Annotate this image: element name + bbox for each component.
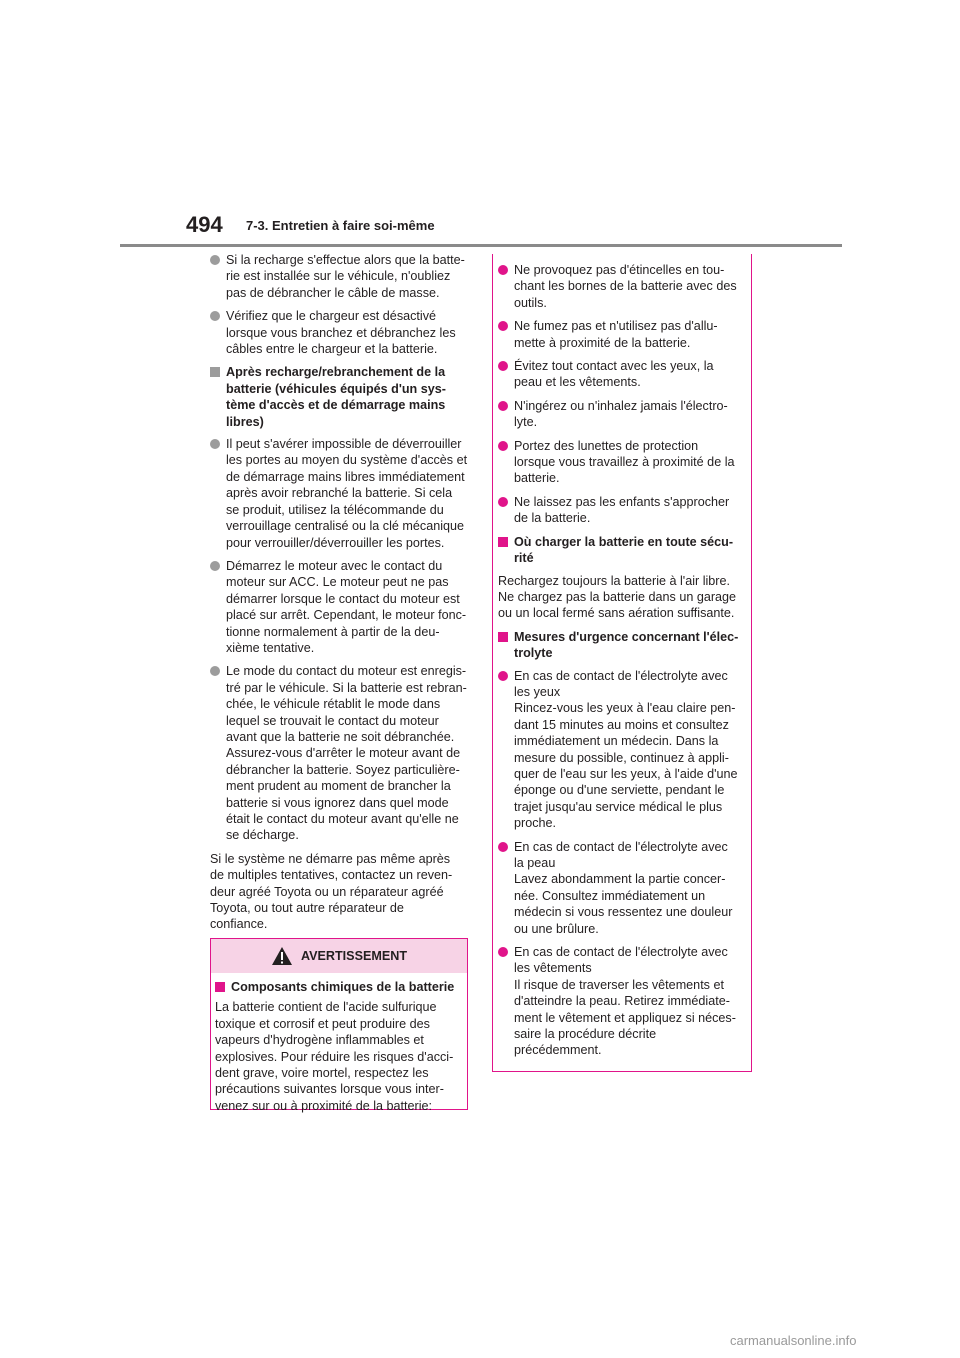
text-line: débrancher la batterie. Soyez particulière-: [226, 762, 460, 777]
bullet-dot-icon: [210, 311, 220, 321]
square-bullet-icon: [215, 982, 225, 992]
bullet-text: [514, 262, 742, 311]
text-line: d'atteindre la peau. Retirez immédiate-: [514, 994, 730, 1009]
text-line: éponge ou d'une serviette, pendant le: [514, 783, 725, 798]
subheading-text: Composants chimiques de la batterie: [231, 980, 455, 994]
subheading: [210, 364, 472, 430]
text-line: lorsque vous branchez et débranchez les: [226, 325, 456, 340]
bullet-item: [498, 318, 742, 351]
bullet-item: [498, 494, 742, 527]
text-line: Vérifiez que le chargeur est désactivé: [226, 309, 437, 324]
bullet-dot-icon: [498, 321, 508, 331]
right-column: [498, 262, 742, 1066]
bullet-item: [498, 668, 742, 832]
text-line: Rincez-vous les yeux à l'eau claire pen-: [514, 701, 736, 716]
text-line: démarrer lorsque le contact du moteur est: [226, 591, 460, 606]
text-line: mette à proximité de la batterie.: [514, 335, 691, 350]
subheading: [498, 629, 742, 662]
bullet-text: [514, 944, 742, 1059]
text-line: Lavez abondamment la partie concer-: [514, 872, 726, 887]
text-line: lequel se trouvait le contact du moteur: [226, 713, 439, 728]
section-title: 7-3. Entretien à faire soi-même: [246, 218, 435, 233]
text-line: rité: [514, 551, 534, 566]
text-line: était le contact du moteur avant qu'elle ne: [226, 812, 459, 826]
bullet-item: [498, 944, 742, 1059]
bullet-text: [226, 308, 472, 357]
text-line: ou une brûlure.: [514, 921, 599, 936]
text-line: En cas de contact de l'électrolyte avec: [514, 839, 728, 854]
text-line: Si la recharge s'effectue alors que la batte-: [226, 253, 465, 267]
square-bullet-icon: [210, 367, 220, 377]
bullet-item: [498, 358, 742, 391]
bullet-dot-icon: [498, 401, 508, 411]
subheading-text: [226, 364, 472, 430]
bullet-dot-icon: [498, 361, 508, 371]
text-line: tionne normalement à partir de la deu-: [226, 624, 440, 639]
warning-title: AVERTISSEMENT: [300, 949, 408, 963]
text-line: avant que la batterie ne soit débranchée.: [226, 729, 455, 744]
bullet-text: [226, 663, 472, 843]
text-line: toxique et corrosif et peut produire des: [215, 1016, 430, 1031]
text-line: proche.: [514, 816, 557, 831]
bullet-dot-icon: [498, 441, 508, 451]
text-line: explosives. Pour réduire les risques d'acci-: [215, 1049, 454, 1064]
bullet-text: [514, 318, 742, 351]
text-line: chant les bornes de la batterie avec des: [514, 279, 737, 294]
left-column: [210, 252, 472, 940]
bullet-text: [226, 436, 472, 551]
bullet-item: [498, 438, 742, 487]
bullet-dot-icon: [498, 497, 508, 507]
square-bullet-icon: [498, 537, 508, 547]
bullet-dot-icon: [498, 265, 508, 275]
text-line: médecin si vous ressentez une douleur: [514, 905, 733, 920]
text-line: Ne provoquez pas d'étincelles en tou-: [514, 263, 725, 277]
text-line: ou un local fermé sans aération suffisante.: [498, 606, 735, 621]
text-line: rie est installée sur le véhicule, n'oubliez: [226, 269, 451, 284]
text-line: mesure du possible, continuez à appli-: [514, 750, 729, 765]
bullet-dot-icon: [210, 666, 220, 676]
text-line: Démarrez le moteur avec le contact du: [226, 558, 443, 573]
text-line: Ne chargez pas la batterie dans un garage: [498, 589, 737, 604]
bullet-item: [210, 308, 472, 357]
text-line: Portez des lunettes de protection: [514, 438, 699, 453]
bullet-dot-icon: [210, 439, 220, 449]
text-line: de la batterie.: [514, 511, 591, 526]
bullet-text: [226, 252, 472, 301]
text-line: saire la procédure décrite: [514, 1027, 657, 1042]
text-line: précédemment.: [514, 1043, 602, 1058]
bullet-dot-icon: [210, 561, 220, 571]
warning-subheading: [215, 979, 463, 995]
page-number: 494: [186, 212, 223, 237]
subheading-text: [514, 629, 742, 662]
bullet-text: [514, 398, 742, 431]
text-line: venez sur ou à proximité de la batterie:: [215, 1098, 433, 1113]
text-line: la peau: [514, 856, 556, 870]
text-line: Il risque de traverser les vêtements et: [514, 977, 724, 992]
text-line: chée, le véhicule rétablit le mode dans: [226, 697, 441, 712]
text-line: batterie.: [514, 471, 560, 486]
text-line: placé sur arrêt. Cependant, le moteur fonc-: [226, 608, 467, 623]
text-line: batterie si vous ignorez dans quel mode: [226, 795, 449, 810]
text-line: pour verrouiller/déverrouiller les portes.: [226, 535, 445, 550]
bullet-item: [210, 558, 472, 656]
bullet-item: [210, 663, 472, 843]
text-line: de multiples tentatives, contactez un reven-: [210, 868, 453, 883]
text-line: lyte.: [514, 415, 538, 430]
text-line: les yeux: [514, 684, 561, 699]
text-line: les vêtements: [514, 961, 592, 976]
warning-triangle-icon: [271, 946, 293, 966]
text-line: Si le système ne démarre pas même après: [210, 851, 451, 866]
text-line: pas de débrancher le câble de masse.: [226, 285, 440, 300]
watermark[interactable]: carmanualsonline.info: [730, 1333, 857, 1348]
bullet-dot-icon: [210, 255, 220, 265]
bullet-text: [514, 839, 742, 937]
text-line: N'ingérez ou n'inhalez jamais l'électro-: [514, 398, 728, 413]
text-line: lorsque vous travaillez à proximité de la: [514, 455, 735, 470]
text-line: se décharge.: [226, 828, 299, 843]
text-line: dant 15 minutes au moins et consultez: [514, 717, 729, 732]
bullet-dot-icon: [498, 842, 508, 852]
text-line: tré par le véhicule. Si la batterie est rebran-: [226, 680, 467, 695]
text-line: libres): [226, 414, 264, 429]
text-line: La batterie contient de l'acide sulfurique: [215, 1000, 437, 1015]
text-line: de démarrage mains libres immédiatement: [226, 469, 465, 484]
bullet-dot-icon: [498, 947, 508, 957]
text-line: deur agréé Toyota ou un réparateur agréé: [210, 884, 444, 899]
warning-body: [211, 973, 467, 1114]
paragraph: [498, 573, 742, 622]
text-line: Il peut s'avérer impossible de déverrouiller: [226, 437, 462, 452]
text-line: ment prudent au moment de brancher la: [226, 779, 451, 794]
text-line: outils.: [514, 295, 547, 310]
warning-header: [211, 939, 467, 973]
bullet-item: [498, 839, 742, 937]
subheading-text: [514, 534, 742, 567]
text-line: trajet jusqu'au service médical le plus: [514, 799, 723, 814]
bullet-item: [498, 262, 742, 311]
bullet-text: [514, 358, 742, 391]
subheading: [498, 534, 742, 567]
square-bullet-icon: [498, 632, 508, 642]
warning-paragraph: [215, 999, 463, 1114]
text-line: Où charger la batterie en toute sécu-: [514, 534, 734, 549]
text-line: dent grave, voire mortel, respectez les: [215, 1066, 429, 1081]
bullet-item: [498, 398, 742, 431]
text-line: batterie (véhicules équipés d'un sys-: [226, 381, 446, 396]
text-line: verrouillage centralisé ou la clé mécanique: [226, 519, 465, 534]
text-line: Ne laissez pas les enfants s'approcher: [514, 494, 730, 509]
bullet-text: [514, 494, 742, 527]
text-line: vapeurs d'hydrogène inflammables et: [215, 1033, 424, 1048]
warning-box: [210, 938, 468, 1113]
text-line: Rechargez toujours la batterie à l'air libre.: [498, 573, 731, 588]
text-line: confiance.: [210, 917, 268, 932]
text-line: Après recharge/rebranchement de la: [226, 365, 446, 380]
paragraph: [210, 851, 472, 933]
text-line: moteur sur ACC. Le moteur peut ne pas: [226, 575, 449, 590]
text-line: immédiatement un médecin. Dans la: [514, 734, 719, 749]
text-line: trolyte: [514, 646, 553, 661]
text-line: peau et les vêtements.: [514, 375, 641, 390]
header-rule: [120, 244, 842, 247]
text-line: quer de l'eau sur les yeux, à l'aide d'une: [514, 766, 738, 781]
text-line: ment le vêtement et appliquez si néces-: [514, 1010, 736, 1025]
text-line: les portes au moyen du système d'accès et: [226, 453, 468, 468]
text-line: En cas de contact de l'électrolyte avec: [514, 945, 728, 960]
text-line: se produit, utilisez la télécommande du: [226, 502, 444, 517]
bullet-text: [514, 668, 742, 832]
text-line: Assurez-vous d'arrêter le moteur avant de: [226, 746, 461, 761]
text-line: Mesures d'urgence concernant l'élec-: [514, 629, 739, 644]
text-line: précautions suivantes lorsque vous inter-: [215, 1082, 444, 1097]
text-line: câbles entre le chargeur et la batterie.: [226, 342, 438, 357]
text-line: Toyota, ou tout autre réparateur de: [210, 901, 404, 916]
bullet-item: [210, 252, 472, 301]
bullet-text: [226, 558, 472, 656]
text-line: En cas de contact de l'électrolyte avec: [514, 668, 728, 683]
text-line: après avoir rebranché la batterie. Si cela: [226, 486, 453, 501]
text-line: Le mode du contact du moteur est enregis-: [226, 664, 467, 679]
bullet-item: [210, 436, 472, 551]
text-line: née. Consultez immédiatement un: [514, 888, 706, 903]
text-line: Évitez tout contact avec les yeux, la: [514, 359, 714, 374]
text-line: tème d'accès et de démarrage mains: [226, 398, 446, 413]
text-line: xième tentative.: [226, 640, 315, 655]
text-line: Ne fumez pas et n'utilisez pas d'allu-: [514, 319, 718, 334]
bullet-text: [514, 438, 742, 487]
bullet-dot-icon: [498, 671, 508, 681]
